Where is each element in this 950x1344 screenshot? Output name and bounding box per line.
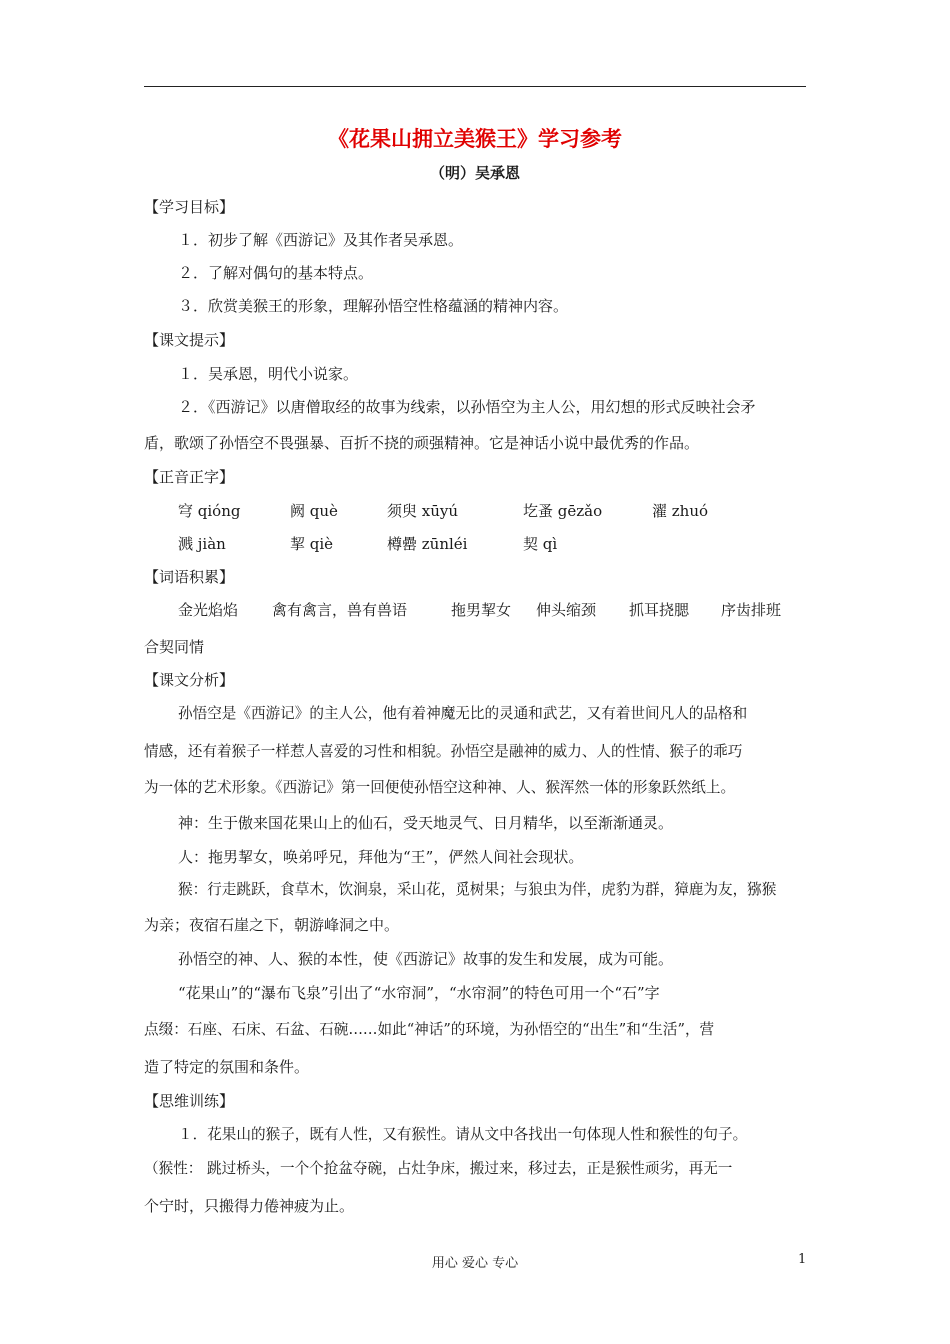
heading-vocab: 【词语积累】 bbox=[144, 568, 235, 586]
vocab-entry: 序齿排班 bbox=[721, 601, 782, 619]
pronunciation-entry: 阙 què bbox=[290, 502, 338, 520]
vocab-entry: 拖男挈女 bbox=[451, 601, 512, 619]
pronunciation-entry: 樽罍 zūnléi bbox=[387, 535, 468, 553]
tip-item-continued: 盾，歌颂了孙悟空不畏强暴、百折不挠的顽强精神。它是神话小说中最优秀的作品。 bbox=[144, 434, 700, 452]
pronunciation-entry: 挈 qiè bbox=[290, 535, 334, 553]
heading-training: 【思维训练】 bbox=[144, 1092, 235, 1110]
analysis-paragraph: “花果山”的“瀑布飞泉”引出了“水帘洞”，“水帘洞”的特色可用一个“石”字 bbox=[178, 984, 660, 1002]
pronunciation-entry: 圪蚤 gēzǎo bbox=[523, 502, 603, 520]
document-author: （明）吴承恩 bbox=[429, 164, 520, 182]
analysis-human: 人：拖男挈女，唤弟呼兄，拜他为“王”，俨然人间社会现状。 bbox=[178, 848, 584, 866]
analysis-paragraph: 孙悟空是《西游记》的主人公，他有着神魔无比的灵通和武艺，又有着世间凡人的品格和 bbox=[178, 705, 748, 722]
tip-item: ２．《西游记》以唐僧取经的故事为线索，以孙悟空为主人公，用幻想的形式反映社会矛 bbox=[178, 398, 756, 416]
vocab-entry: 伸头缩颈 bbox=[536, 601, 597, 619]
training-answer: 个宁时，只搬得力倦神疲为止。 bbox=[144, 1197, 355, 1215]
vocab-entry: 金光焰焰 bbox=[178, 601, 239, 619]
analysis-monkey: 为亲；夜宿石崖之下，朝游峰洞之中。 bbox=[144, 916, 400, 934]
analysis-paragraph: 为一体的艺术形象。《西游记》第一回便使孙悟空这种神、人、猴浑然一体的形象跃然纸上。 bbox=[144, 779, 736, 796]
tip-item: １．吴承恩，明代小说家。 bbox=[178, 365, 359, 383]
analysis-paragraph: 孙悟空的神、人、猴的本性，使《西游记》故事的发生和发展，成为可能。 bbox=[178, 950, 674, 968]
analysis-divine: 神：生于傲来国花果山上的仙石，受天地灵气、日月精华，以至渐渐通灵。 bbox=[178, 814, 674, 832]
vocab-entry: 合契同情 bbox=[144, 638, 205, 656]
document-title: 《花果山拥立美猴王》学习参考 bbox=[328, 127, 622, 151]
analysis-paragraph: 点缀：石座、石床、石盆、石碗……如此“神话”的环境，为孙悟空的“出生”和“生活”，营 bbox=[144, 1021, 715, 1038]
heading-tips: 【课文提示】 bbox=[144, 331, 235, 349]
pronunciation-entry: 濯 zhuó bbox=[652, 502, 709, 520]
pronunciation-entry: 须臾 xūyú bbox=[387, 502, 459, 520]
training-question: １．花果山的猴子，既有人性，又有猴性。请从文中各找出一句体现人性和猴性的句子。 bbox=[178, 1126, 748, 1143]
goal-item: １．初步了解《西游记》及其作者吴承恩。 bbox=[178, 231, 464, 249]
footer-motto: 用心 爱心 专心 bbox=[431, 1256, 519, 1271]
heading-pronunciation: 【正音正字】 bbox=[144, 468, 235, 486]
vocab-entry: 禽有禽言，兽有兽语 bbox=[272, 601, 408, 619]
pronunciation-entry: 溅 jiàn bbox=[178, 535, 226, 553]
pronunciation-entry: 穹 qióng bbox=[178, 502, 241, 520]
vocab-entry: 抓耳挠腮 bbox=[629, 601, 690, 619]
analysis-paragraph: 造了特定的氛围和条件。 bbox=[144, 1058, 310, 1076]
pronunciation-entry: 契 qì bbox=[523, 535, 558, 553]
goal-item: ３．欣赏美猴王的形象，理解孙悟空性格蕴涵的精神内容。 bbox=[178, 297, 569, 315]
heading-goals: 【学习目标】 bbox=[144, 198, 235, 216]
analysis-paragraph: 情感，还有着猴子一样惹人喜爱的习性和相貌。孙悟空是融神的威力、人的性情、猴子的乖巧 bbox=[144, 743, 743, 760]
page-number: 1 bbox=[798, 1252, 807, 1267]
analysis-monkey: 猴：行走跳跃，食草木，饮涧泉，采山花，觅树果；与狼虫为伴，虎豹为群，獐鹿为友，猕猴 bbox=[178, 881, 777, 898]
training-answer: （猴性： 跳过桥头，一个个抢盆夺碗，占灶争床，搬过来，移过去，正是猴性顽劣，再无一 bbox=[144, 1160, 733, 1177]
goal-item: ２．了解对偶句的基本特点。 bbox=[178, 264, 374, 282]
header-rule bbox=[144, 86, 806, 87]
heading-analysis: 【课文分析】 bbox=[144, 671, 235, 689]
